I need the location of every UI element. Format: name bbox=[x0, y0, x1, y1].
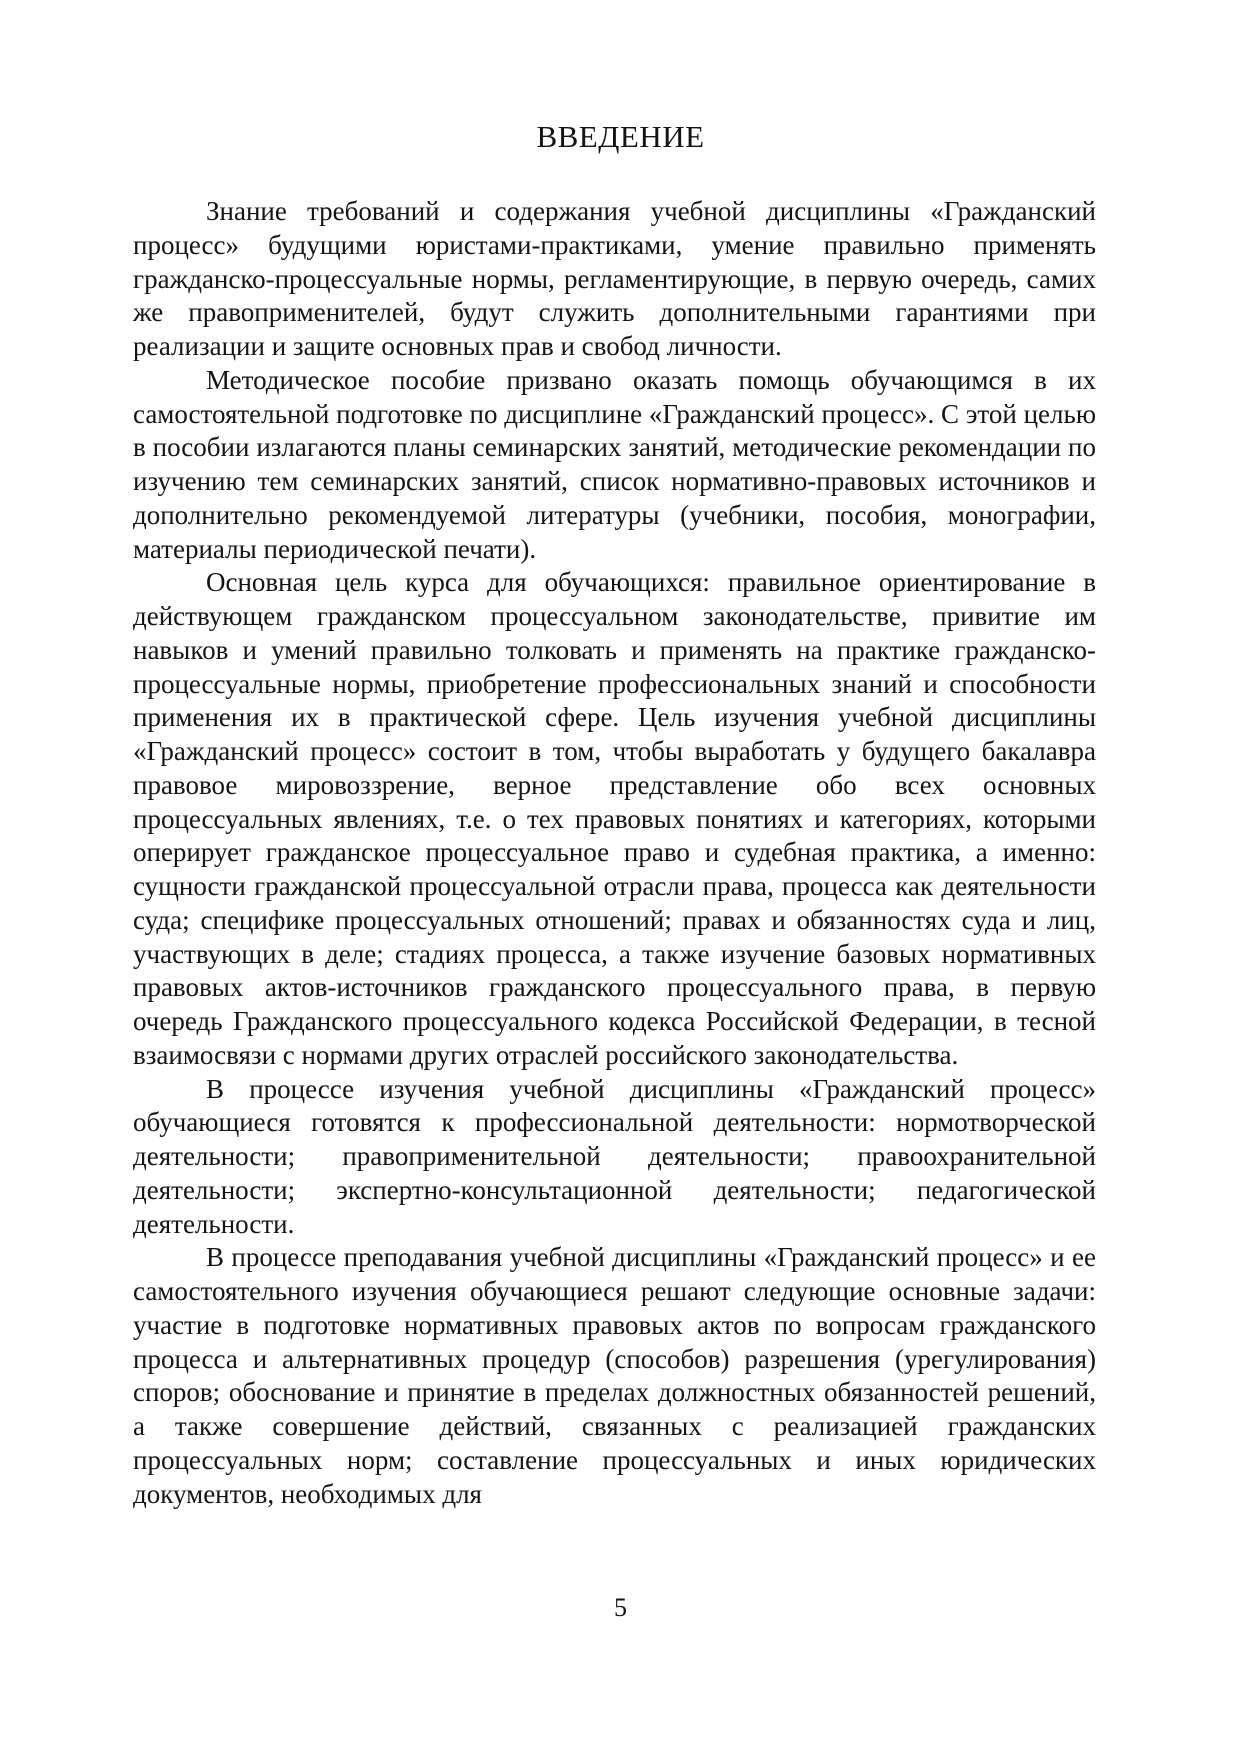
document-body bbox=[133, 195, 1096, 1511]
paragraph-5: В процессе преподавания учебной дисциплины «Гражданский процесс» и ее самостоятельного изучения обучающиеся решают следующие основные задачи: участие в подготовке нормативных правовых актов по вопросам гражданского процесса и альтернативных процедур (способов) разрешения (урегулирования) споров; обоснование и принятие в пределах должностных обязанностей решений, а также совершение действий, связанных с реализацией гражданских процессуальных норм; составление процессуальных и иных юридических документов, необходимых для bbox=[133, 1242, 1096, 1509]
paragraph-4: В процессе изучения учебной дисциплины «Гражданский процесс» обучающиеся готовятся к профессиональной деятельности: нормотворческой деятельности; правоприменительной деятельности; правоохранительной деятельности; экспертно-консультационной деятельности; педагогической деятельности. bbox=[133, 1073, 1096, 1239]
page-number: 5 bbox=[614, 1593, 627, 1622]
paragraph-2: Методическое пособие призвано оказать помощь обучающимся в их самостоятельной подготовке по дисциплине «Гражданский процесс». С этой целью в пособии излагаются планы семинарских занятий, методические рекомендации по изучению тем семинарских занятий, список нормативно-правовых источников и дополнительно рекомендуемой литературы (учебники, пособия, монографии, материалы периодической печати). bbox=[133, 364, 1096, 564]
page-title: ВВЕДЕНИЕ bbox=[536, 119, 705, 154]
paragraph-1: Знание требований и содержания учебной дисциплины «Гражданский процесс» будущими юристами-практиками, умение правильно применять гражданско-процессуальные нормы, регламентирующие, в первую очередь, самих же правоприменителей, будут служить дополнительными гарантиями при реализации и защите основных прав и свобод личности. bbox=[133, 196, 1096, 361]
paragraph-3: Основная цель курса для обучающихся: правильное ориентирование в действующем гражданском процессуальном законодательстве, привитие им навыков и умений правильно толковать и применять на практике гражданско-процессуальные нормы, приобретение профессиональных знаний и способности применения их в практической сфере. Цель изучения учебной дисциплины «Гражданский процесс» состоит в том, чтобы выработать у будущего бакалавра правовое мировоззрение, верное представление обо всех основных процессуальных явлениях, т.е. о тех правовых понятиях и категориях, которыми оперирует гражданское процессуальное право и судебная практика, а именно: сущности гражданской процессуальной отрасли права, процесса как деятельности суда; специфике процессуальных отношений; правах и обязанностях суда и лиц, участвующих в деле; стадиях процесса, а также изучение базовых нормативных правовых актов-источников гражданского процессуального права, в первую очередь Гражданского процессуального кодекса Российской Федерации, в тесной взаимосвязи с нормами других отраслей российского законодательства. bbox=[133, 567, 1096, 1070]
